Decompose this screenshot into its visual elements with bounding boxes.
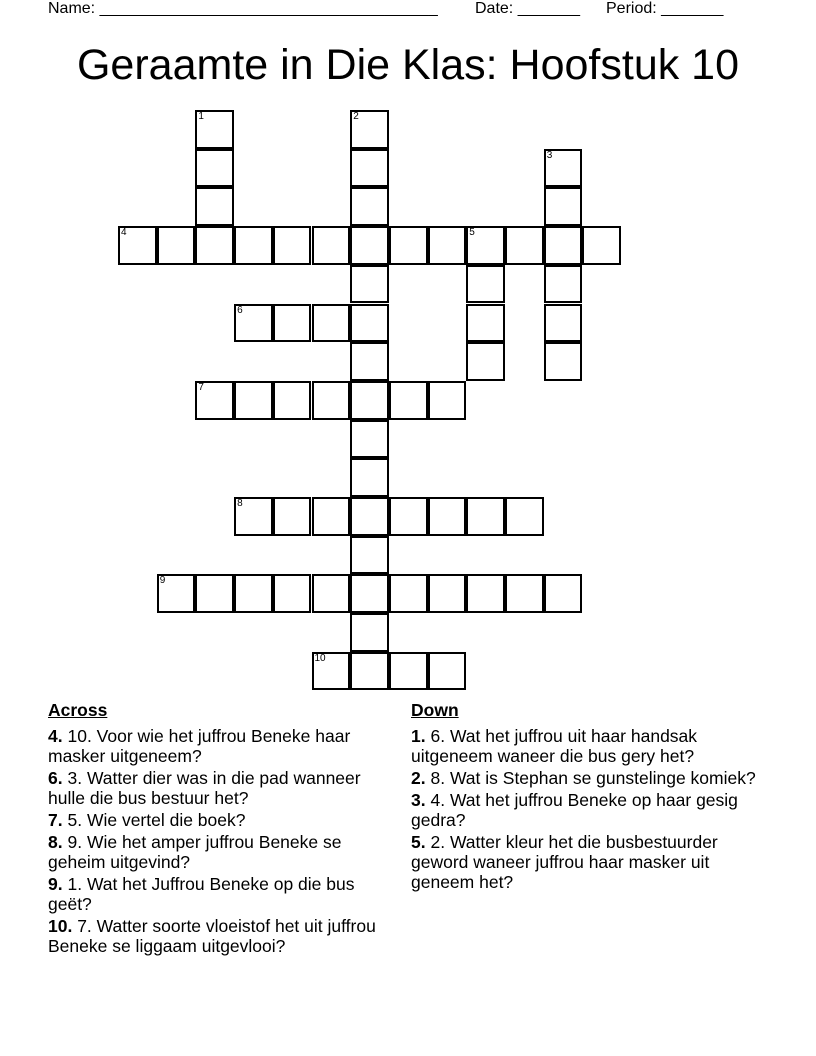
clue-text: 1. Wat het Juffrou Beneke op die bus geët?: [48, 874, 355, 914]
cell-number: 1: [198, 111, 204, 122]
down-clue: [411, 726, 771, 766]
crossword-cell[interactable]: [273, 497, 312, 536]
crossword-cell[interactable]: [428, 226, 467, 265]
page-title: Geraamte in Die Klas: Hoofstuk 10: [76, 41, 740, 89]
crossword-cell[interactable]: [234, 574, 273, 613]
crossword-cell[interactable]: [428, 652, 467, 691]
crossword-cell[interactable]: [273, 226, 312, 265]
crossword-cell[interactable]: [389, 226, 428, 265]
crossword-cell[interactable]: [312, 304, 351, 343]
crossword-cell[interactable]: [118, 226, 157, 265]
down-clue: [411, 768, 771, 788]
clue-text: 10. Voor wie het juffrou Beneke haar masker uitgeneem?: [48, 726, 351, 766]
crossword-cell[interactable]: [350, 110, 389, 149]
crossword-cell[interactable]: [582, 226, 621, 265]
crossword-cell[interactable]: [234, 226, 273, 265]
crossword-cell[interactable]: [428, 497, 467, 536]
crossword-cell[interactable]: [544, 304, 583, 343]
cell-number: 3: [546, 149, 553, 161]
across-heading: Across: [48, 700, 108, 720]
cell-number: 8: [237, 498, 243, 509]
crossword-cell[interactable]: [389, 381, 428, 420]
across-clues: [48, 700, 398, 958]
crossword-cell[interactable]: [466, 497, 505, 536]
across-clue: [48, 832, 398, 872]
crossword-cell[interactable]: [234, 497, 273, 536]
crossword-cell[interactable]: [350, 342, 389, 381]
down-clue: [411, 790, 771, 830]
crossword-cell[interactable]: [350, 149, 389, 188]
crossword-cell[interactable]: [466, 342, 505, 381]
crossword-cell[interactable]: [466, 574, 505, 613]
crossword-cell[interactable]: [350, 458, 389, 497]
name-field[interactable]: Name: ______________________________________: [48, 0, 438, 17]
crossword-cell[interactable]: [273, 574, 312, 613]
crossword-cell[interactable]: [312, 381, 351, 420]
crossword-cell[interactable]: [195, 381, 234, 420]
crossword-cell[interactable]: [157, 574, 196, 613]
crossword-cell[interactable]: [350, 226, 389, 265]
cell-number: 6: [237, 304, 243, 316]
clue-number: 4.: [48, 726, 63, 746]
crossword-cell[interactable]: [505, 574, 544, 613]
crossword-cell[interactable]: [350, 187, 389, 226]
crossword-cell[interactable]: [350, 304, 389, 343]
clue-number: 2.: [411, 768, 426, 788]
crossword-cell[interactable]: [505, 226, 544, 265]
clue-number: 3.: [411, 790, 426, 810]
cell-number: 9: [159, 575, 166, 587]
crossword-cell[interactable]: [195, 187, 234, 226]
crossword-cell[interactable]: [195, 574, 234, 613]
crossword-cell[interactable]: [195, 149, 234, 188]
crossword-cell[interactable]: [466, 304, 505, 343]
down-clues: [411, 700, 771, 894]
crossword-cell[interactable]: [544, 265, 583, 304]
crossword-cell[interactable]: [350, 613, 389, 652]
crossword-cell[interactable]: [350, 536, 389, 575]
clue-number: 8.: [48, 832, 63, 852]
across-clue: [48, 810, 398, 830]
clue-number: 9.: [48, 874, 63, 894]
cell-number: 7: [198, 381, 204, 393]
clue-text: 2. Watter kleur het die busbestuurder geword waneer juffrou haar masker uit geneem het?: [411, 832, 718, 892]
crossword-cell[interactable]: [157, 226, 196, 265]
clue-number: 5.: [411, 832, 426, 852]
cell-number: 4: [121, 227, 127, 239]
date-field[interactable]: Date: _______: [475, 0, 580, 17]
crossword-cell[interactable]: [350, 265, 389, 304]
crossword-cell[interactable]: [350, 420, 389, 459]
crossword-cell[interactable]: [312, 652, 351, 691]
crossword-cell[interactable]: [505, 497, 544, 536]
clue-text: 8. Wat is Stephan se gunstelinge komiek?: [430, 768, 756, 788]
crossword-cell[interactable]: [350, 574, 389, 613]
clue-text: 6. Wat het juffrou uit haar handsak uitgeneem waneer die bus gery het?: [411, 726, 698, 766]
crossword-cell[interactable]: [544, 574, 583, 613]
crossword-cell[interactable]: [312, 226, 351, 265]
across-clue: [48, 874, 398, 914]
clue-number: 1.: [411, 726, 426, 746]
crossword-cell[interactable]: [389, 574, 428, 613]
cell-number: 2: [353, 111, 359, 122]
crossword-cell[interactable]: [428, 574, 467, 613]
clue-number: 6.: [48, 768, 63, 788]
crossword-cell[interactable]: [544, 149, 583, 188]
across-clue: [48, 916, 398, 956]
crossword-cell[interactable]: [389, 497, 428, 536]
clue-text: 5. Wie vertel die boek?: [67, 810, 246, 830]
crossword-cell[interactable]: [312, 497, 351, 536]
crossword-cell[interactable]: [273, 304, 312, 343]
clue-text: 4. Wat het juffrou Beneke op haar gesig gedra?: [411, 790, 738, 830]
period-field[interactable]: Period: _______: [606, 0, 724, 17]
crossword-cell[interactable]: [466, 265, 505, 304]
down-clue: [411, 832, 771, 892]
crossword-cell[interactable]: [234, 381, 273, 420]
cell-number: 5: [469, 227, 475, 239]
crossword-cell[interactable]: [544, 187, 583, 226]
crossword-cell[interactable]: [234, 304, 273, 343]
crossword-cell[interactable]: [312, 574, 351, 613]
across-clue: [48, 768, 398, 808]
across-clue: [48, 726, 398, 766]
clue-text: 3. Watter dier was in die pad wanneer hulle die bus bestuur het?: [48, 768, 361, 808]
clue-text: 9. Wie het amper juffrou Beneke se geheim uitgevind?: [48, 832, 342, 872]
cell-number: 10: [314, 652, 326, 664]
clue-number: 7.: [48, 810, 63, 830]
crossword-cell[interactable]: [195, 110, 234, 149]
clue-text: 7. Watter soorte vloeistof het uit juffrou Beneke se liggaam uitgevlooi?: [48, 916, 376, 956]
crossword-cell[interactable]: [389, 652, 428, 691]
crossword-cell[interactable]: [350, 381, 389, 420]
crossword-cell[interactable]: [350, 652, 389, 691]
clue-number: 10.: [48, 916, 73, 936]
crossword-cell[interactable]: [466, 226, 505, 265]
crossword-cell[interactable]: [350, 497, 389, 536]
crossword-cell[interactable]: [428, 381, 467, 420]
crossword-cell[interactable]: [195, 226, 234, 265]
crossword-cell[interactable]: [544, 226, 583, 265]
down-heading: Down: [411, 700, 459, 720]
crossword-cell[interactable]: [544, 342, 583, 381]
crossword-cell[interactable]: [273, 381, 312, 420]
